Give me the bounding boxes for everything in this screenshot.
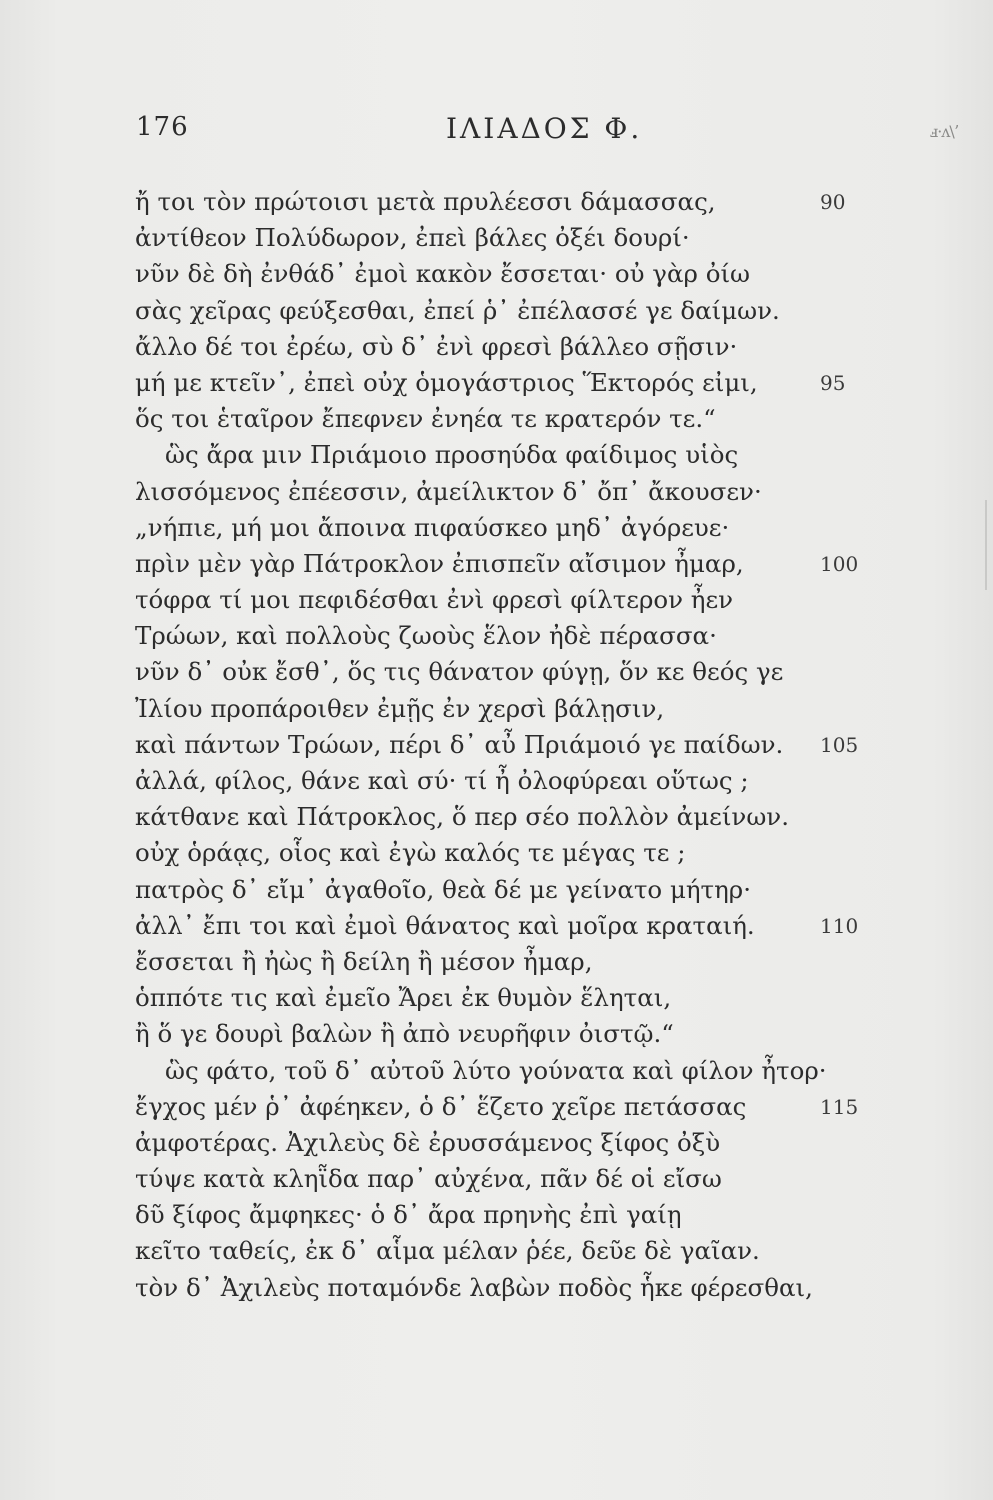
verse-line: τὸν δ᾽ Ἀχιλεὺς ποταμόνδε λαβὼν ποδὸς ἧκε φέρεσθαι, — [135, 1272, 813, 1302]
verse-line: μή με κτεῖν᾽, ἐπεὶ οὐχ ὁμογάστριος Ἕκτορός εἰμι, — [135, 367, 758, 397]
verse-line: „νήπιε, μή μοι ἄποινα πιφαύσκεο μηδ᾽ ἀγόρευε· — [135, 512, 730, 542]
page-edge-mark — [985, 500, 993, 590]
verse-line: ὣς ἄρα μιν Πριάμοιο προσηύδα φαίδιμος υἱὸς — [165, 440, 739, 470]
line-number: 100 — [820, 552, 859, 576]
verse-line: ἤ τοι τὸν πρώτοισι μετὰ πρυλέεσσι δάμασσας, — [135, 187, 716, 216]
verse-line: νῦν δ᾽ οὐκ ἔσθ᾽, ὅς τις θάνατον φύγῃ, ὅν κε θεός γε — [135, 657, 784, 687]
verse-line: Ἰλίου προπάροιθεν ἐμῇς ἐν χερσὶ βάλῃσιν, — [135, 693, 665, 723]
verse-line: ὣς φάτο, τοῦ δ᾽ αὐτοῦ λύτο γούνατα καὶ φίλον ἦτορ· — [165, 1055, 827, 1085]
line-number: 105 — [820, 733, 859, 757]
verse-line: πρὶν μὲν γὰρ Πάτροκλον ἐπισπεῖν αἴσιμον ἦμαρ, — [135, 548, 744, 578]
verse-line: σὰς χεῖρας φεύξεσθαι, ἐπεί ῥ᾽ ἐπέλασσέ γε δαίμων. — [135, 295, 780, 325]
line-number: 95 — [820, 371, 846, 395]
verse-line: πατρὸς δ᾽ εἴμ᾽ ἀγαθοῖο, θεὰ δέ με γείνατο μήτηρ· — [135, 874, 751, 904]
verse-line: καὶ πάντων Τρώων, πέρι δ᾽ αὖ Πριάμοιό γε παίδων. — [135, 729, 784, 759]
verse-line: ὁππότε τις καὶ ἐμεῖο Ἄρει ἐκ θυμὸν ἕληται, — [135, 983, 672, 1013]
verse-line: ἀντίθεον Πολύδωρον, ἐπεὶ βάλες ὀξέι δουρί· — [135, 223, 690, 253]
verse-line: ἄλλο δέ τοι ἐρέω, σὺ δ᾽ ἐνὶ φρεσὶ βάλλεο σῇσιν· — [135, 331, 738, 361]
verse-line: ὅς τοι ἑταῖρον ἔπεφνεν ἐνηέα τε κρατερόν τε.“ — [135, 404, 716, 434]
verse-line: κεῖτο ταθείς, ἐκ δ᾽ αἷμα μέλαν ῥέε, δεῦε δὲ γαῖαν. — [135, 1236, 760, 1266]
verse-line: οὐχ ὁράᾳς, οἷος καὶ ἐγὼ καλός τε μέγας τε ; — [135, 838, 686, 868]
verse-line: ἔσσεται ἢ ἠὼς ἢ δείλη ἢ μέσον ἦμαρ, — [135, 946, 593, 976]
corner-mark: ⅎ·ᴧ\ʼ — [930, 122, 958, 141]
verse-line: νῦν δὲ δὴ ἐνθάδ᾽ ἐμοὶ κακὸν ἔσσεται· οὐ γὰρ ὀίω — [135, 259, 751, 289]
verse-line: ἀλλ᾽ ἔπι τοι καὶ ἐμοὶ θάνατος καὶ μοῖρα κραταιή. — [135, 910, 755, 940]
verse-line: ἀλλά, φίλος, θάνε καὶ σύ· τί ἦ ὀλοφύρεαι οὕτως ; — [135, 766, 749, 795]
verse-line: ἢ ὅ γε δουρὶ βαλὼν ἢ ἀπὸ νευρῆφιν ὀιστῷ.“ — [135, 1019, 674, 1049]
line-number: 110 — [820, 914, 859, 938]
verse-line: ἀμφοτέρας. Ἀχιλεὺς δὲ ἐρυσσάμενος ξίφος ὀξὺ — [135, 1127, 721, 1157]
running-head: ΙΛΙΑΔΟΣ Φ. — [446, 112, 643, 145]
line-number: 90 — [820, 190, 846, 214]
verse-line: Τρώων, καὶ πολλοὺς ζωοὺς ἕλον ἠδὲ πέρασσα· — [135, 621, 717, 651]
line-number: 115 — [820, 1095, 859, 1119]
verse-line: τύψε κατὰ κληῗδα παρ᾽ αὐχένα, πᾶν δέ οἱ εἴσω — [135, 1164, 722, 1194]
verse-text — [135, 184, 835, 1306]
verse-line: ἔγχος μέν ῥ᾽ ἀφέηκεν, ὁ δ᾽ ἕζετο χεῖρε πετάσσας — [135, 1091, 747, 1121]
page-number: 176 — [136, 112, 189, 142]
verse-line: κάτθανε καὶ Πάτροκλος, ὅ περ σέο πολλὸν ἀμείνων. — [135, 802, 789, 832]
verse-line: λισσόμενος ἐπέεσσιν, ἀμείλικτον δ᾽ ὄπ᾽ ἄκουσεν· — [135, 476, 762, 506]
verse-line: τόφρα τί μοι πεφιδέσθαι ἐνὶ φρεσὶ φίλτερον ἦεν — [135, 585, 734, 615]
verse-line: δῦ ξίφος ἄμφηκες· ὁ δ᾽ ἄρα πρηνὴς ἐπὶ γαίῃ — [135, 1200, 682, 1230]
